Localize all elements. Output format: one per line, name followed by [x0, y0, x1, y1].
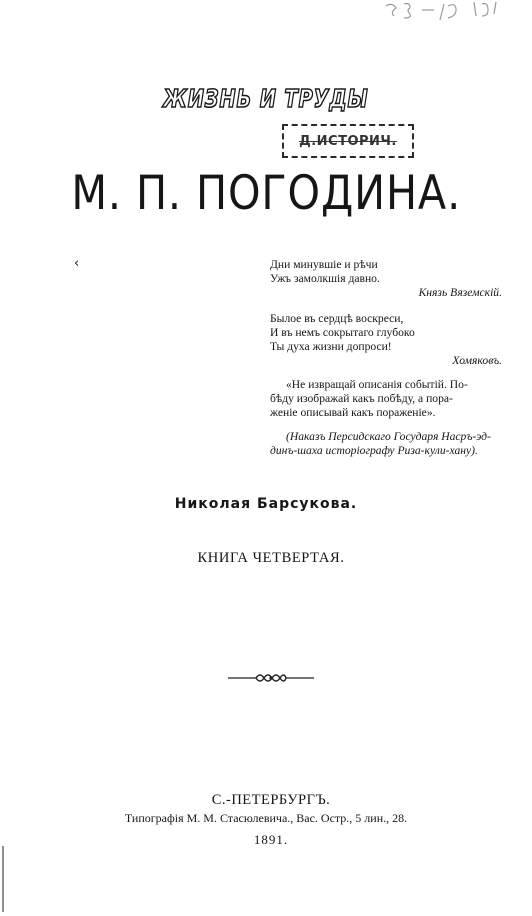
library-stamp — [282, 124, 414, 158]
book-number: КНИГА ЧЕТВЕРТАЯ. — [197, 550, 345, 566]
scan-edge — [2, 846, 4, 912]
epigraphs — [270, 258, 506, 458]
ornament-divider — [226, 668, 316, 688]
epigraph-line: женіе описывай какъ пораженіе». — [270, 406, 436, 419]
epigraph-attribution: (Наказъ Персидскаго Государя Насръ-эд- — [286, 430, 491, 443]
imprint-year: 1891. — [253, 832, 289, 847]
author-name: Николая Барсукова. — [174, 496, 358, 512]
epigraph-line: Былое въ сердцѣ воскреси, — [270, 312, 404, 325]
imprint-city: С.-ПЕТЕРБУРГЪ. — [211, 792, 331, 808]
title-line-top: ЖИЗНЬ И ТРУДЫ — [163, 84, 369, 113]
epigraph-line: Ты духа жизни допроси! — [270, 340, 392, 353]
epigraph-line: «Не извращай описанія событій. По- — [286, 378, 468, 391]
imprint-printer: Типографія М. М. Стасюлевича., Вас. Остр., 5 лин., 28. — [124, 811, 408, 825]
epigraph-attribution: Хомяковъ. — [452, 354, 502, 367]
epigraph-2 — [270, 312, 506, 368]
epigraph-line: И въ немъ сокрытаго глубоко — [270, 326, 415, 339]
epigraph-1 — [270, 258, 506, 300]
epigraph-attribution: Князь Вяземскій. — [418, 286, 502, 299]
pencil-marks — [378, 0, 518, 32]
epigraph-3 — [270, 378, 506, 458]
tick-mark-icon: ‹ — [74, 256, 80, 271]
epigraph-attribution: динъ-шаха исторіографу Риза-кули-хану). — [270, 444, 478, 457]
epigraph-line: Ужъ замолкшія давно. — [270, 272, 380, 285]
stamp-text: Д.ИСТОРИЧ. — [299, 133, 397, 149]
epigraph-line: Дни минувшіе и рѣчи — [270, 258, 378, 271]
epigraph-line: бѣду изображай какъ побѣду, а пора- — [270, 392, 453, 405]
title-main: М. П. ПОГОДИНА. — [71, 166, 462, 221]
